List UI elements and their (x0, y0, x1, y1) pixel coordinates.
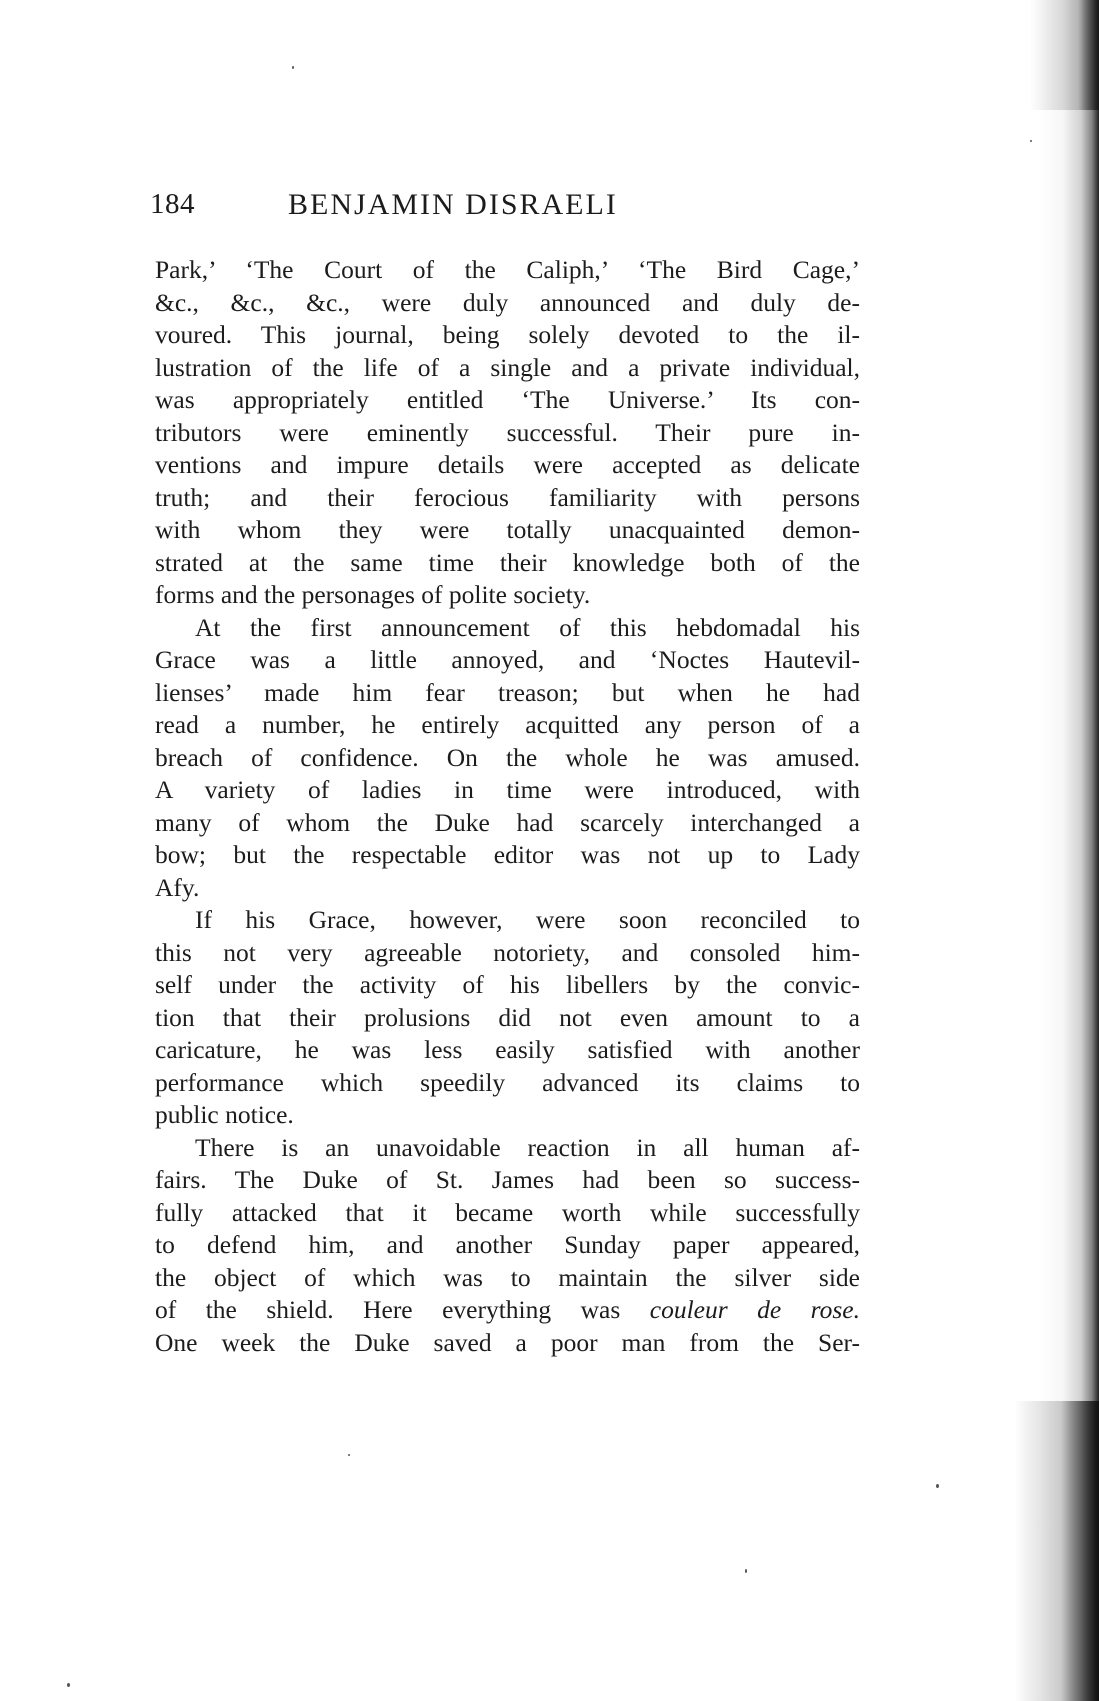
text-line-content: truth; and their ferocious familiarity with persons (155, 482, 860, 512)
text-line-content: to defend him, and another Sunday paper appeared, (155, 1230, 860, 1259)
text-line-content: fairs. The Duke of St. James had been so success- (155, 1165, 860, 1194)
text-line-content: One week the Duke saved a poor man from the Ser- (155, 1327, 860, 1357)
page-number: 184 (150, 188, 195, 220)
text-line-content: Afy. (155, 872, 200, 902)
text-line-content: fully attacked that it became worth while successfully (155, 1197, 860, 1227)
text-line-content: with whom they were totally unacquainted demon- (155, 515, 860, 544)
scan-speck (1030, 140, 1032, 142)
text-line (155, 1229, 860, 1262)
text-line-content: tributors were eminently successful. Their pure in- (155, 417, 860, 447)
text-line (155, 417, 860, 450)
text-line (155, 1002, 860, 1035)
text-line-content: public notice. (155, 1100, 294, 1129)
text-line (155, 1034, 860, 1067)
text-line-content: ventions and impure details were accepted as delicate (155, 450, 860, 479)
text-line-content: performance which speedily advanced its claims to (155, 1067, 860, 1097)
text-line-content: was appropriately entitled ‘The Universe.’ Its con- (155, 385, 860, 414)
text-line-content: voured. This journal, being solely devoted to the il- (155, 320, 860, 349)
text-line (155, 287, 860, 320)
text-line (155, 1067, 860, 1100)
body-text (155, 254, 860, 1359)
scan-speck (745, 1569, 747, 1573)
text-line-content: bow; but the respectable editor was not up to Lady (155, 840, 860, 869)
text-line (155, 1197, 860, 1230)
text-line-content: this not very agreeable notoriety, and consoled him- (155, 937, 860, 967)
scan-speck (348, 1454, 350, 1456)
text-line (155, 319, 860, 352)
text-line-content: of the shield. Here everything was (155, 1295, 621, 1324)
text-line (155, 807, 860, 840)
text-line (155, 449, 860, 482)
text-line-content: self under the activity of his libellers by the convic- (155, 970, 860, 999)
scan-speck (936, 1484, 939, 1488)
running-header (150, 188, 850, 238)
text-line-content: tion that their prolusions did not even amount to a (155, 1002, 860, 1032)
running-title: BENJAMIN DISRAELI (288, 188, 618, 221)
text-line-content: strated at the same time their knowledge both of the (155, 547, 860, 577)
text-line-content: caricature, he was less easily satisfied with another (155, 1035, 860, 1064)
text-line (155, 482, 860, 515)
text-line (155, 612, 860, 645)
text-line (155, 937, 860, 970)
text-line (155, 1164, 860, 1197)
text-line-content: Park,’ ‘The Court of the Caliph,’ ‘The Bird Cage,’ (155, 255, 860, 284)
text-line-content: many of whom the Duke had scarcely interchanged a (155, 807, 860, 837)
text-line (155, 742, 860, 775)
text-line-content: lustration of the life of a single and a private individual, (155, 352, 860, 382)
text-line-content: the object of which was to maintain the silver side (155, 1262, 860, 1292)
text-line (155, 352, 860, 385)
text-line (155, 969, 860, 1002)
text-line (155, 1099, 860, 1132)
text-line (155, 644, 860, 677)
text-line-content: There is an unavoidable reaction in all human af- (195, 1132, 860, 1162)
text-line-content: A variety of ladies in time were introduced, with (155, 775, 860, 804)
text-line-content: lienses’ made him fear treason; but when he had (155, 677, 860, 707)
text-line (155, 1327, 860, 1360)
text-line (155, 1262, 860, 1295)
text-line (155, 1132, 860, 1165)
text-line-content: If his Grace, however, were soon reconciled to (195, 905, 860, 934)
text-line (155, 677, 860, 710)
text-line-content: At the first announcement of this hebdomadal his (195, 612, 860, 642)
binding-shadow-top (1029, 0, 1099, 110)
binding-shadow-bottom (1014, 1401, 1099, 1701)
text-line (155, 547, 860, 580)
text-line (155, 514, 860, 547)
scan-speck (292, 66, 294, 69)
text-line-content: Grace was a little annoyed, and ‘Noctes Hautevil- (155, 645, 860, 674)
text-line-content: &c., &c., &c., were duly announced and duly de- (155, 287, 860, 317)
text-line (155, 254, 860, 287)
text-line (155, 1294, 860, 1327)
text-line (155, 872, 860, 905)
text-line-content: read a number, he entirely acquitted any person of a (155, 710, 860, 739)
scan-speck (67, 1683, 70, 1687)
italic-phrase: couleur de rose. (649, 1295, 860, 1324)
text-line-content: forms and the personages of polite society. (155, 580, 591, 609)
text-line (155, 384, 860, 417)
text-line (155, 839, 860, 872)
text-line (155, 709, 860, 742)
text-line-content: breach of confidence. On the whole he was amused. (155, 742, 860, 772)
text-line (155, 579, 860, 612)
text-line (155, 904, 860, 937)
text-line (155, 774, 860, 807)
